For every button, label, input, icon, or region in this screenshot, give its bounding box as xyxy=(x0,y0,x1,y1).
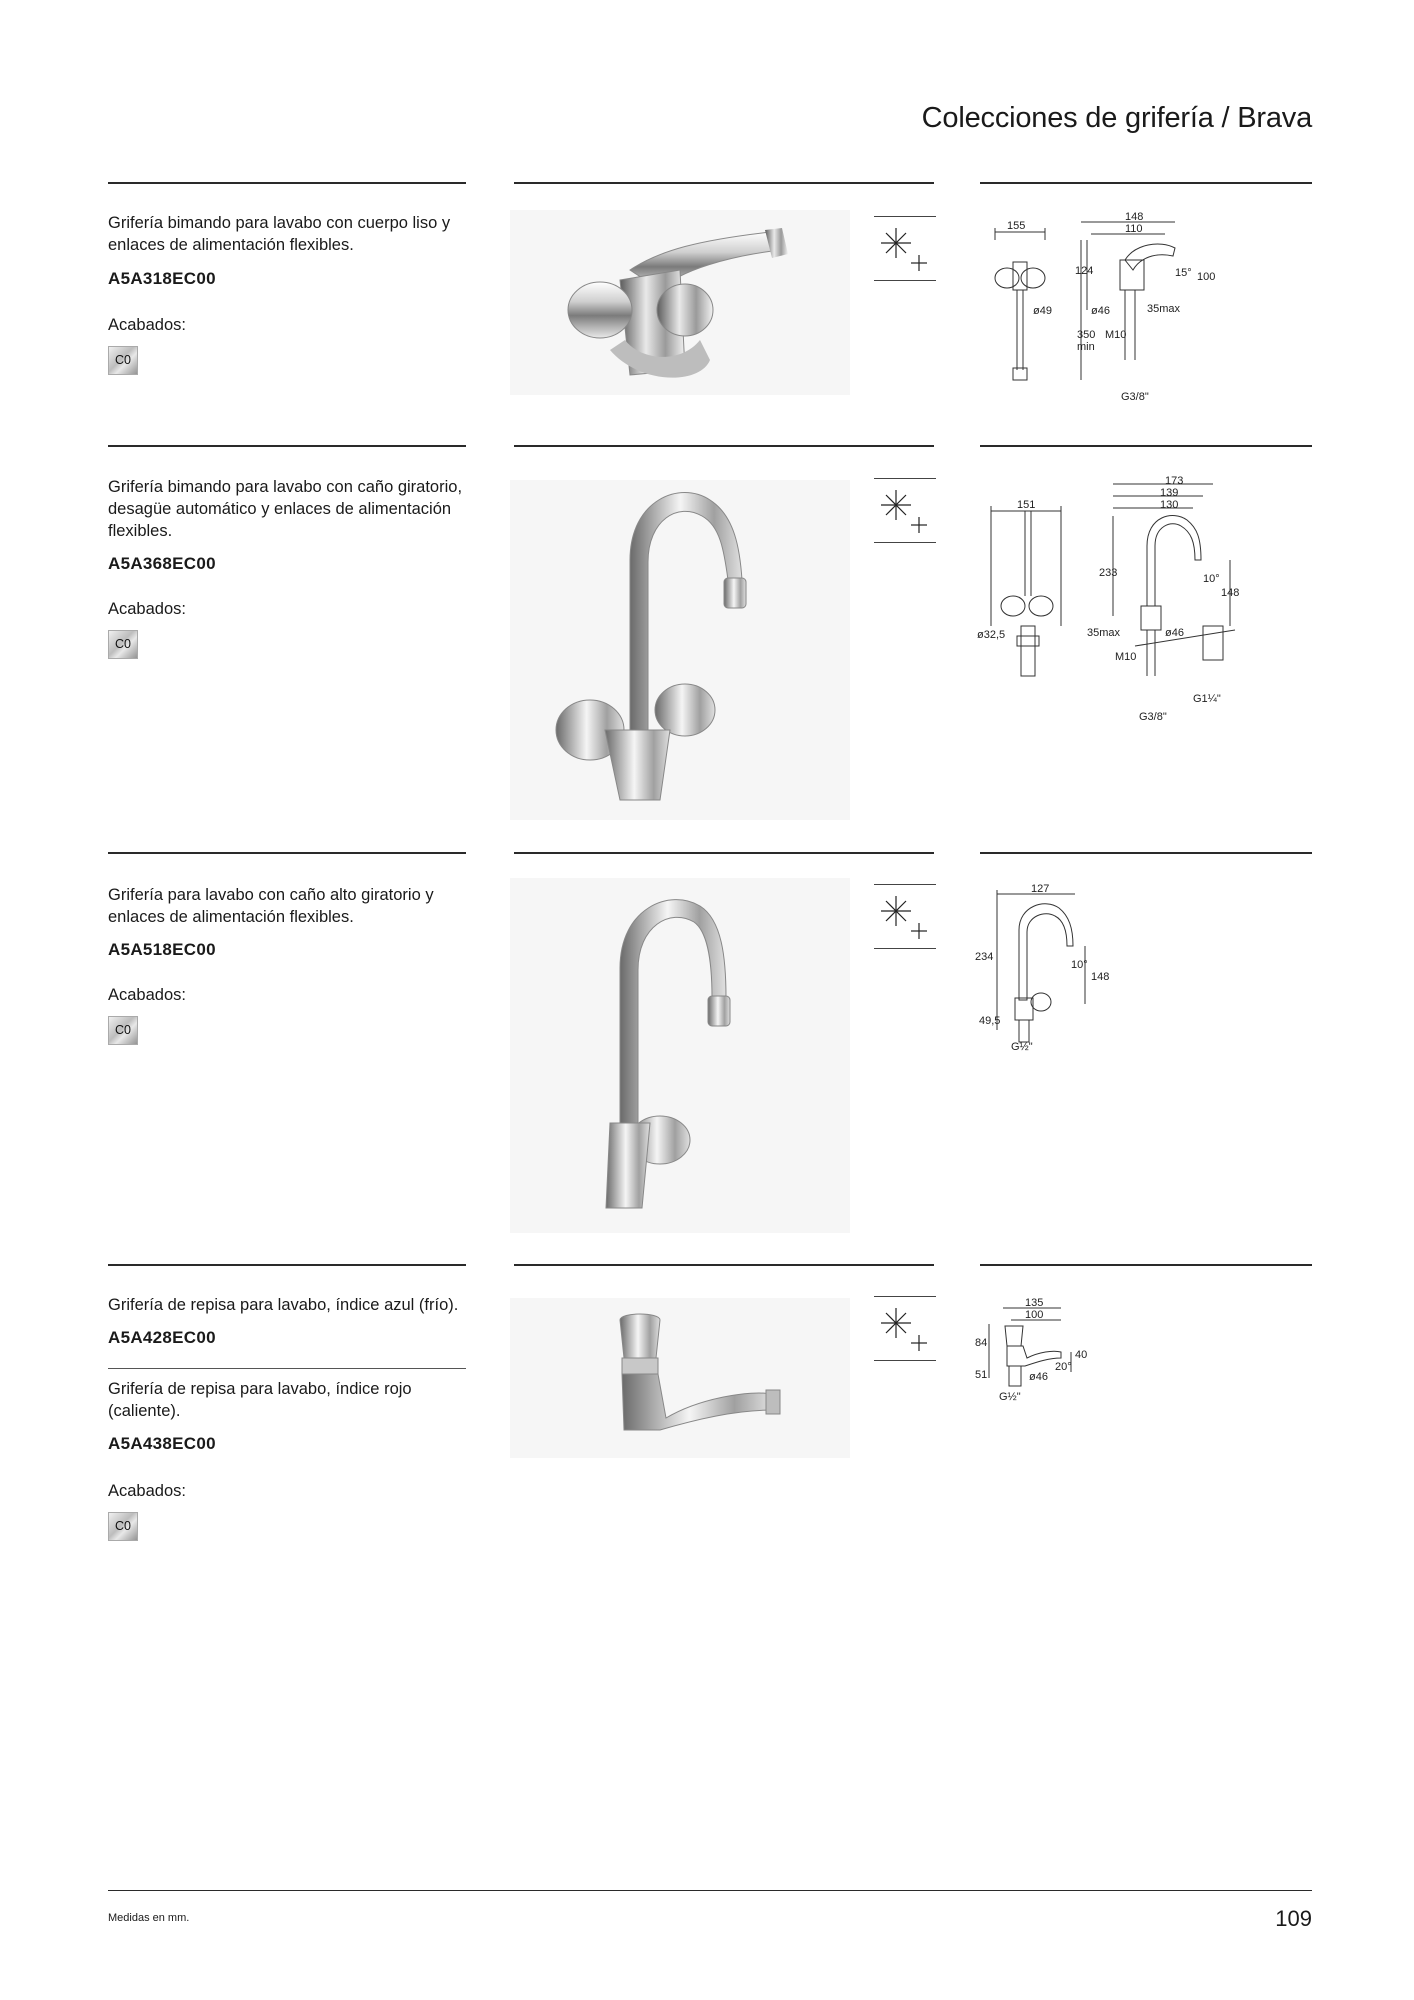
section-divider xyxy=(514,1264,934,1266)
dimension-label: 139 xyxy=(1160,487,1179,499)
dimension-label: M10 xyxy=(1105,329,1127,341)
dimension-label: G½" xyxy=(1011,1041,1033,1053)
section-divider xyxy=(980,1264,1312,1266)
dimension-label: 35max xyxy=(1147,303,1181,315)
section-divider xyxy=(514,445,934,447)
dimension-label: 148 xyxy=(1091,971,1110,983)
dimension-label: 110 xyxy=(1125,223,1143,235)
dimension-label: 15° xyxy=(1175,267,1192,279)
product-description: Grifería de repisa para lavabo, índice azul (frío). xyxy=(108,1296,459,1314)
dimension-label: 350 xyxy=(1077,329,1096,341)
product-photo xyxy=(510,480,850,820)
dimension-label: 233 xyxy=(1099,567,1118,579)
dimension-label: 100 xyxy=(1025,1309,1044,1321)
page-number: 109 xyxy=(1275,1906,1312,1931)
faucet-high-spout-image xyxy=(510,878,850,1233)
dimension-label: 35max xyxy=(1087,627,1121,639)
faucet-swivel-spout-image xyxy=(510,480,850,820)
sparkle-icon xyxy=(874,1298,936,1360)
technical-drawing xyxy=(975,476,1255,736)
product-description: Grifería de repisa para lavabo, índice rojo (caliente). xyxy=(108,1380,412,1420)
section-divider xyxy=(108,445,466,447)
dimension-label: 135 xyxy=(1025,1297,1044,1309)
product-photo xyxy=(510,210,850,395)
dimension-label: 130 xyxy=(1160,499,1179,511)
dimension-label: 10° xyxy=(1071,959,1088,971)
product-code: A5A318EC00 xyxy=(108,269,216,288)
dimension-drawing xyxy=(975,210,1255,410)
dimension-label: 173 xyxy=(1165,476,1184,487)
dimension-drawing xyxy=(975,476,1255,736)
finish-swatch-chrome[interactable]: C0 xyxy=(108,630,138,659)
section-divider xyxy=(108,852,466,854)
finishes-label: Acabados: xyxy=(108,986,186,1004)
dimension-drawing xyxy=(975,880,1175,1055)
product-description: Grifería bimando para lavabo con cuerpo liso y enlaces de alimentación flexibles. xyxy=(108,214,451,254)
dimension-label: G1¼" xyxy=(1193,693,1221,705)
product-photo xyxy=(510,878,850,1233)
dimension-label: 100 xyxy=(1197,271,1216,283)
dimension-label: 148 xyxy=(1125,211,1144,223)
dimension-label: 51 xyxy=(975,1369,988,1381)
section-divider xyxy=(514,182,934,184)
pillar-tap-image xyxy=(510,1298,850,1458)
faucet-basin-mixer-image xyxy=(510,210,850,395)
dimension-label: 49,5 xyxy=(979,1015,1001,1027)
dimension-label: 148 xyxy=(1221,587,1240,599)
variant-divider xyxy=(108,1368,466,1369)
dimension-label: G3/8" xyxy=(1121,391,1149,403)
dimension-label: ø46 xyxy=(1029,1371,1048,1383)
technical-drawing xyxy=(975,1296,1115,1416)
dimension-label: G½" xyxy=(999,1391,1021,1403)
technical-drawing xyxy=(975,880,1175,1055)
finish-swatch-chrome[interactable]: C0 xyxy=(108,346,138,375)
dimension-drawing xyxy=(975,1296,1115,1416)
footer-note: Medidas en mm. xyxy=(108,1912,190,1924)
dimension-label: ø32,5 xyxy=(977,629,1006,641)
finish-badge xyxy=(874,216,936,282)
dimension-label: 127 xyxy=(1031,883,1050,895)
product-photo xyxy=(510,1298,850,1458)
finish-badge xyxy=(874,1296,936,1362)
finish-swatch-chrome[interactable]: C0 xyxy=(108,1512,138,1541)
finishes-label: Acabados: xyxy=(108,1482,186,1500)
dimension-label: ø46 xyxy=(1091,305,1110,317)
sparkle-icon xyxy=(874,480,936,542)
product-code: A5A438EC00 xyxy=(108,1434,216,1453)
footer-divider xyxy=(108,1890,1312,1891)
finish-badge xyxy=(874,884,936,950)
section-divider xyxy=(514,852,934,854)
product-code: A5A428EC00 xyxy=(108,1328,216,1347)
dimension-label: G3/8" xyxy=(1139,711,1167,723)
dimension-label: 84 xyxy=(975,1337,988,1349)
product-code: A5A518EC00 xyxy=(108,940,216,959)
section-divider xyxy=(108,1264,466,1266)
dimension-label: 155 xyxy=(1007,220,1026,232)
finish-swatch-chrome[interactable]: C0 xyxy=(108,1016,138,1045)
technical-drawing xyxy=(975,210,1255,410)
section-divider xyxy=(980,852,1312,854)
section-divider xyxy=(108,182,466,184)
section-divider xyxy=(980,182,1312,184)
finishes-label: Acabados: xyxy=(108,600,186,618)
dimension-label: 234 xyxy=(975,951,994,963)
dimension-label: 10° xyxy=(1203,573,1220,585)
sparkle-icon xyxy=(874,886,936,948)
dimension-label: ø49 xyxy=(1033,305,1052,317)
product-description: Grifería bimando para lavabo con caño giratorio, desagüe automático y enlaces de alimentación flexibles. xyxy=(108,478,463,540)
dimension-label: 40 xyxy=(1075,1349,1088,1361)
finish-badge xyxy=(874,478,936,544)
dimension-label: 151 xyxy=(1017,499,1036,511)
finishes-label: Acabados: xyxy=(108,316,186,334)
page-title: Colecciones de grifería / Brava xyxy=(921,102,1312,134)
dimension-label: 124 xyxy=(1075,265,1094,277)
product-code: A5A368EC00 xyxy=(108,554,216,573)
sparkle-icon xyxy=(874,218,936,280)
dimension-label: ø46 xyxy=(1165,627,1184,639)
dimension-label: min xyxy=(1077,341,1095,353)
section-divider xyxy=(980,445,1312,447)
dimension-label: 20° xyxy=(1055,1361,1072,1373)
dimension-label: M10 xyxy=(1115,651,1137,663)
product-description: Grifería para lavabo con caño alto giratorio y enlaces de alimentación flexibles. xyxy=(108,886,434,926)
